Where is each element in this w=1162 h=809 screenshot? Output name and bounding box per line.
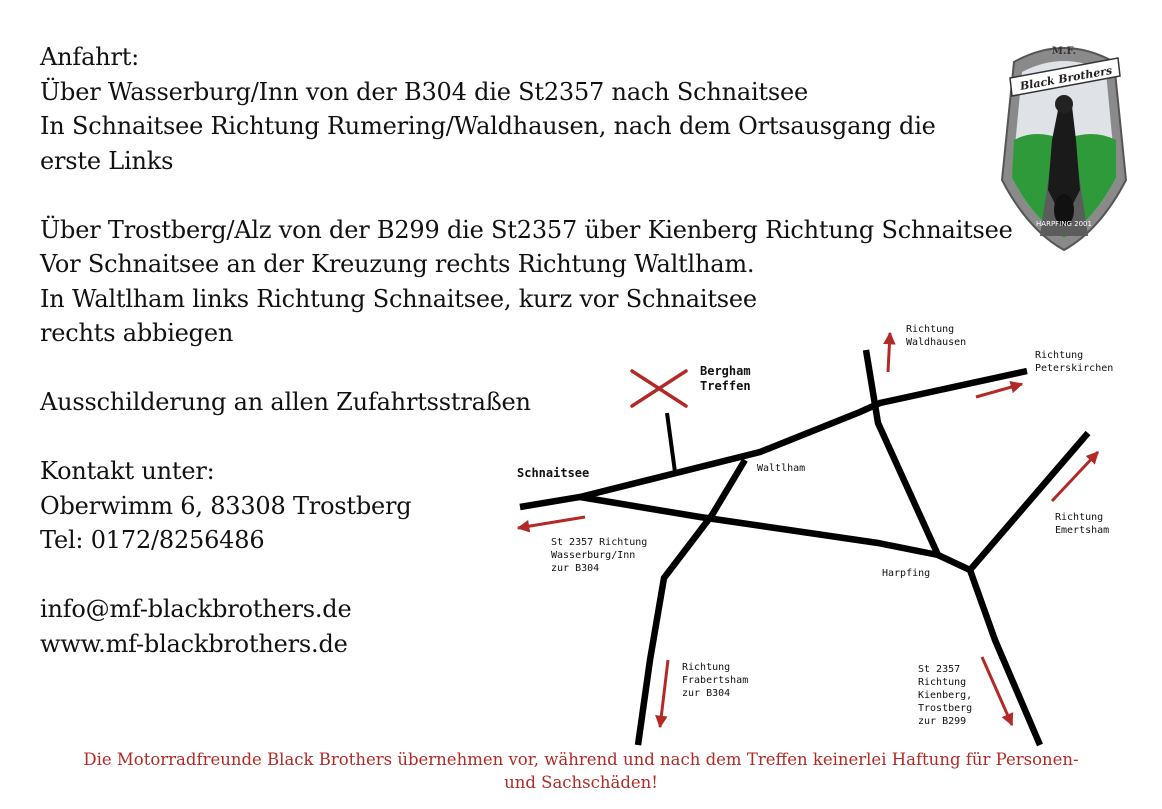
club-logo <box>996 40 1132 254</box>
label-schnaitsee: Schnaitsee <box>517 466 590 480</box>
disclaimer-line-2: und Sachschäden! <box>504 773 658 792</box>
arrow-frabertsham <box>660 660 668 727</box>
signage-note: Ausschilderung an allen Zufahrtsstraßen <box>40 388 531 416</box>
bergham-marker <box>632 371 686 406</box>
contact-website[interactable]: www.mf-blackbrothers.de <box>40 629 348 658</box>
label-waltlham: Waltlham <box>757 463 806 474</box>
logo-top-text: M.F. <box>1051 46 1077 57</box>
contact-heading: Kontakt unter: <box>40 457 215 485</box>
label-peterskirchen: Richtung Peterskirchen <box>1035 350 1114 374</box>
route2-line-1: Über Trostberg/Alz von der B299 die St2357 über Kienberg Richtung Schnaitsee <box>40 215 1013 244</box>
label-harpfing: Harpfing <box>882 568 931 579</box>
route2-line-4: rechts abbiegen <box>40 319 234 347</box>
label-waldhausen: Richtung Waldhausen <box>906 324 967 348</box>
road-schnaitsee-peterskirchen <box>520 371 1027 507</box>
route2-line-3: In Waltlham links Richtung Schnaitsee, kurz vor Schnaitsee <box>40 284 757 313</box>
route2-line-2: Vor Schnaitsee an der Kreuzung rechts Richtung Waltlham. <box>40 250 755 278</box>
label-kienberg: St 2357 Richtung Kienberg, Trostberg zur B299 <box>918 664 973 727</box>
logo-bottom-text: HARPFING 2001 <box>1036 220 1092 228</box>
arrow-emertsham <box>1052 452 1098 501</box>
contact-phone: Tel: 0172/8256486 <box>40 526 265 554</box>
route1-line-1: Über Wasserburg/Inn von der B304 die St2357 nach Schnaitsee <box>40 77 809 106</box>
arrow-peterskirchen <box>976 384 1022 397</box>
disclaimer <box>20 748 1142 794</box>
logo-banner-text: Black Brothers <box>1019 63 1114 93</box>
contact-email[interactable]: info@mf-blackbrothers.de <box>40 595 352 623</box>
label-bergham: Bergham Treffen <box>700 364 751 393</box>
directions-heading: Anfahrt: <box>40 43 140 71</box>
label-frabertsham: Richtung Frabertsham zur B304 <box>682 662 749 699</box>
route1-line-2: In Schnaitsee Richtung Rumering/Waldhausen, nach dem Ortsausgang die <box>40 112 936 140</box>
road-waldhausen-harpfing <box>866 350 938 555</box>
label-emertsham: Richtung Emertsham <box>1055 512 1110 536</box>
disclaimer-line-1: Die Motorradfreunde Black Brothers übernehmen vor, während und nach dem Treffen keinerlei Haftung für Personen- <box>83 750 1079 769</box>
arrow-wasserburg <box>518 517 585 528</box>
route1-line-3: erste Links <box>40 146 174 175</box>
arrow-waldhausen <box>888 333 890 372</box>
label-wasserburg: St 2357 Richtung Wasserburg/Inn zur B304 <box>551 537 648 574</box>
road-waltlham-frabertsham <box>638 460 745 745</box>
contact-address: Oberwimm 6, 83308 Trostberg <box>40 491 412 520</box>
road-harpfing-emertsham <box>970 433 1088 570</box>
road-bergham-spur <box>667 413 675 472</box>
